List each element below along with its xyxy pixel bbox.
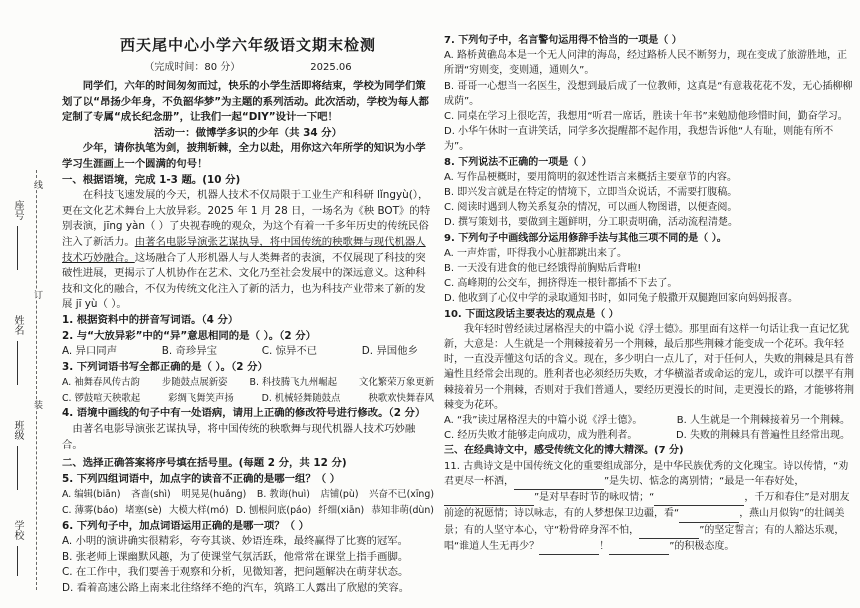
intro-paragraph-2: 少年，请你执笔为剑，披荆斩棘，全力以赴，用你这六年所学的知识为小学学习生涯画上一个圆满的句号！ — [62, 142, 426, 170]
option-b[interactable]: B. 即兴发言就是在特定的情境下，立即当众说话，不需要打腹稿。 — [444, 187, 738, 199]
option-a[interactable]: A. 写作品梗概时，要用简明的叙述性语言来概括主要章节的内容。 — [444, 171, 738, 183]
option-a[interactable]: A. “我”读过屠格涅夫的中篇小说《浮士德》。 — [444, 415, 643, 427]
option-d[interactable]: D. 失败的荆棘具有普遍性且经常出现。 — [675, 430, 850, 442]
name-field[interactable] — [2, 315, 32, 385]
seat-field[interactable] — [2, 200, 32, 270]
option-d[interactable]: D. 他收到了心仪中学的录取通知书时，如同兔子般撒开双腿跑回家向妈妈报喜。 — [444, 293, 799, 305]
option-c[interactable]: C. 高峰期的公交车，拥挤得连一根针都插不下去了。 — [444, 278, 678, 290]
answer-blank-2[interactable] — [444, 490, 534, 506]
answer-blank-7[interactable] — [609, 539, 669, 555]
option-b[interactable]: B. 哥哥一心想当一名医生，没想到最后成了一位教师，这真是“有意栽花花不发，无心插柳柳成荫”。 — [444, 80, 853, 107]
option-d[interactable]: D. 异国他乡 — [361, 345, 418, 358]
part3-heading: 三、在经典诗文中，感受传统文化的博大精深。(7 分) — [444, 445, 684, 457]
part2-heading: 二、选择正确答案将序号填在括号里。(每题 2 分，共 12 分) — [62, 457, 347, 470]
option-c[interactable]: C. 锣鼓喧天秧歌起 — [62, 392, 141, 404]
question-3-options-row2: C. 锣鼓喧天秧歌起 彩绸飞舞笑声扬 D. 机械轻舞随鼓点 秧歌欢快舞春风 — [62, 391, 434, 407]
question-4-sentence: 由著名电影导演张艺谋执导，将中国传统的秧歌舞与现代机器人技术巧妙融合。 — [62, 423, 416, 451]
option-c[interactable]: C. 阅读时遇到人物关系复杂的情况，可以画人物图谱，以便查阅。 — [444, 202, 738, 214]
option-a[interactable]: A. 路桥黄礁岛本是一个无人问津的海岛，经过路桥人民不断努力，现在变成了旅游胜地，正所谓“穷则变，变则通，通则久”。 — [444, 50, 848, 77]
question-3-options-row1: A. 袖舞春风传古韵 步随鼓点展新姿 B. 科技腾飞九州崛起 文化繁荣万象更新 — [62, 375, 434, 391]
exam-date: 2025.06 — [310, 62, 352, 73]
question-4: 4. 语境中画线的句子中有一处语病，请用上正确的修改符号进行修改。（2 分） — [62, 407, 426, 420]
question-6: 6. 下列句子中，加点词语运用正确的是哪一项？（ ） — [62, 519, 310, 532]
right-column — [444, 33, 856, 555]
school-label: 学校 — [12, 520, 23, 540]
option-d[interactable]: D. 撰写策划书，要做到主题鲜明，分工职责明确，活动流程清楚。 — [444, 217, 739, 229]
question-1: 1. 根据资料中的拼音写词语。（4 分） — [62, 313, 239, 326]
class-label: 班级 — [12, 420, 23, 440]
option-b[interactable]: B. 科技腾飞九州崛起 — [249, 377, 337, 389]
question-5: 5. 下列四组词语中，加点字的读音不正确的是哪一组？（ ） — [62, 472, 341, 485]
cut-line — [36, 170, 37, 590]
class-field[interactable] — [2, 420, 32, 490]
option-c[interactable]: C. 经历失败才能够走向成功，成为胜利者。 — [444, 430, 638, 442]
cut-mark-zhuang: 装 — [32, 400, 42, 409]
intro-paragraph: 同学们，六年的时间匆匆而过，快乐的小学生活即将结束，学校为同学们策划了以“昂扬少年身，不负韶华梦”为主题的系列活动。此次活动，学校为每人都定制了专属“成长纪念册”，让我们一起“DIY”设计一下吧！ — [62, 80, 429, 124]
seat-label: 座号 — [12, 200, 23, 220]
exam-time: （完成时间：80 分） — [144, 62, 241, 73]
option-d[interactable]: D. 刨根问底(páo) — [235, 505, 312, 517]
option-d[interactable]: D. 小华午休时一直讲笑话，同学多次提醒都不起作用，我想告诉他“人有耻，则能有所不为”。 — [444, 126, 834, 153]
part1-passage: 在科技飞速发展的今天，机器人技术不仅局限于工业生产和科研 lǐngyù(），更在文化艺术舞台上大放异彩。2025 年 1 月 28 日，一场名为《秧 BOT》的特别表演，jīng yàn（ ）了央视春晚的观众，为这个有着一千多年历史的传统民俗注入了新活力。由著名电影导演张艺谋执导，将中国传统的秧歌舞与现代机器人技术巧妙融合。这场融合了人形机器人与人类舞者的表演，不仅展现了科技的突破性进展，更揭示了人机协作在艺术、文化乃至社会发展中的深远意义。这种科技和文化的融合，不仅为传统文化注入了新的活力，也为科技产业带来了新的发展 jī yù（ ）。 — [62, 189, 431, 311]
cut-mark-ding: 订 — [32, 290, 42, 299]
part1-heading: 一、根据语境，完成 1-3 题。(10 分) — [62, 173, 241, 186]
question-10-options-row2 — [444, 428, 856, 443]
option-b[interactable]: B. 人生就是一个荆棘接着另一个荆棘。 — [676, 415, 850, 427]
option-b[interactable]: B. 奇珍异宝 — [161, 345, 218, 358]
question-2-options — [62, 344, 434, 360]
exam-subheader — [62, 61, 434, 75]
option-a[interactable]: A. 编辑(biān) — [62, 489, 121, 501]
exam-title: 西天尾中心小学六年级语文期末检测 — [119, 36, 376, 54]
answer-blank-5[interactable] — [639, 523, 699, 539]
answer-blank-1[interactable] — [514, 474, 604, 490]
option-c[interactable]: C. 在工作中，我们要善于观察和分析，见微知著，把问题解决在萌芽状态。 — [62, 566, 409, 579]
cut-mark-xian: 线 — [32, 180, 42, 189]
activity-heading: 活动一：做博学多识的少年（共 34 分） — [154, 126, 342, 139]
question-7: 7. 下列句子中，名言警句运用得不恰当的一项是（ ） — [444, 35, 682, 46]
option-c[interactable]: C. 薄雾(báo) — [62, 505, 119, 517]
option-c[interactable]: C. 惊异不已 — [261, 345, 318, 358]
question-5-options-row1: A. 编辑(biān) 吝啬(shì) 明晃晃(huǎng) B. 教诲(huì) 店铺(pù) 兴奋不已(xīng) — [62, 487, 434, 503]
answer-blank-3[interactable] — [654, 490, 744, 506]
answer-blank-6[interactable] — [539, 539, 599, 555]
question-11: 11. 古典诗文是中国传统文化的重要组成部分，是中华民族优秀的文化瑰宝。诗以传情，“劝君更尽一杯酒， ”是失切、惦念的离别情；“最是一年春好处， ”是对早春时节的咏叹情；“ ，千万和春住”是对朋友前途的祝愿情；诗以咏志，有的人梦想保卫边疆，看“ ，燕山月似钩”的壮阔美景；有的人坚守本心，守“粉骨碎身浑不怕， ”的坚定誓言；有的人豁达乐观，唱“谁道人生无再少？ ！ ”的积极态度。 — [444, 459, 856, 555]
underlined-sentence: 由著名电影导演张艺谋执导，将中国传统的秧歌舞与现代机器人技术巧妙融合。 — [62, 235, 426, 264]
option-a[interactable]: A. 袖舞春风传古韵 — [62, 377, 140, 389]
question-8: 8. 下列说法不正确的一项是（ ） — [444, 156, 592, 168]
option-d[interactable]: D. 看着高速公路上南来北往络绎不绝的汽车，筑路工人露出了欣慰的笑容。 — [62, 582, 410, 594]
option-a[interactable]: A. 小明的演讲确实很精彩，夸夸其谈、妙语连珠，最终赢得了比赛的冠军。 — [62, 535, 409, 548]
school-field[interactable] — [2, 520, 32, 576]
binding-margin — [0, 0, 62, 608]
option-c[interactable]: C. 同桌在学习上很吃苦，我想用“听君一席话，胜读十年书”来勉励他珍惜时间，勤奋学习。 — [444, 111, 848, 123]
question-3: 3. 下列词语书写全都正确的是（ ）。（2 分） — [62, 360, 268, 373]
option-d[interactable]: D. 机械轻舞随鼓点 — [261, 392, 341, 404]
option-b[interactable]: B. 张老师上课幽默风趣，为了使课堂气氛活跃，他常常在课堂上指手画脚。 — [62, 550, 409, 563]
question-2: 2. 与“大放异彩”中的“异”意思相同的是（ ）。（2 分） — [62, 329, 316, 342]
option-b[interactable]: B. 教诲(huì) — [256, 489, 310, 501]
question-5-options-row2: C. 薄雾(báo) 堵塞(sè) 大模大样(mó) D. 刨根问底(páo) 纤细(xiān) 恭知非萌(dùn) — [62, 503, 434, 519]
option-b[interactable]: B. 一天没有进食的他已经饿得前胸贴后背啦! — [444, 263, 642, 275]
question-10-passage: 我年轻时曾经读过屠格涅夫的中篇小说《浮士德》。那里面有这样一句话让我一直记忆犹新，大意是：人生就是一个荆棘接着另一个荆棘，最后那些荆棘才能变成一个花环。我年轻时，一直没弄懂这句话的含义。现在，多少明白一点儿了，对于任何人，失败的荆棘是具有普遍性且经常会出现的。胜利者也必须经历失败，才华横溢者或命运的宠儿，或许可以摆平有荆棘接着另一个荆棘，否则对于我们普通人，要经历更漫长的时间，走更漫长的路，才能够将荆棘变为花环。 — [444, 323, 854, 411]
option-a[interactable]: A. 异口同声 — [62, 345, 118, 358]
name-label: 姓名 — [12, 315, 23, 335]
question-10: 10. 下面这段话主要表达的观点是（ ） — [444, 308, 619, 320]
question-10-options-row1 — [444, 413, 856, 428]
question-9: 9. 下列句子中画线部分运用修辞手法与其他三项不同的是（ ）。 — [444, 232, 727, 244]
option-a[interactable]: A. 一声炸雷，吓得我小心脏都跳出来了。 — [444, 247, 628, 259]
left-column — [62, 0, 434, 597]
answer-blank-4[interactable] — [679, 506, 739, 522]
